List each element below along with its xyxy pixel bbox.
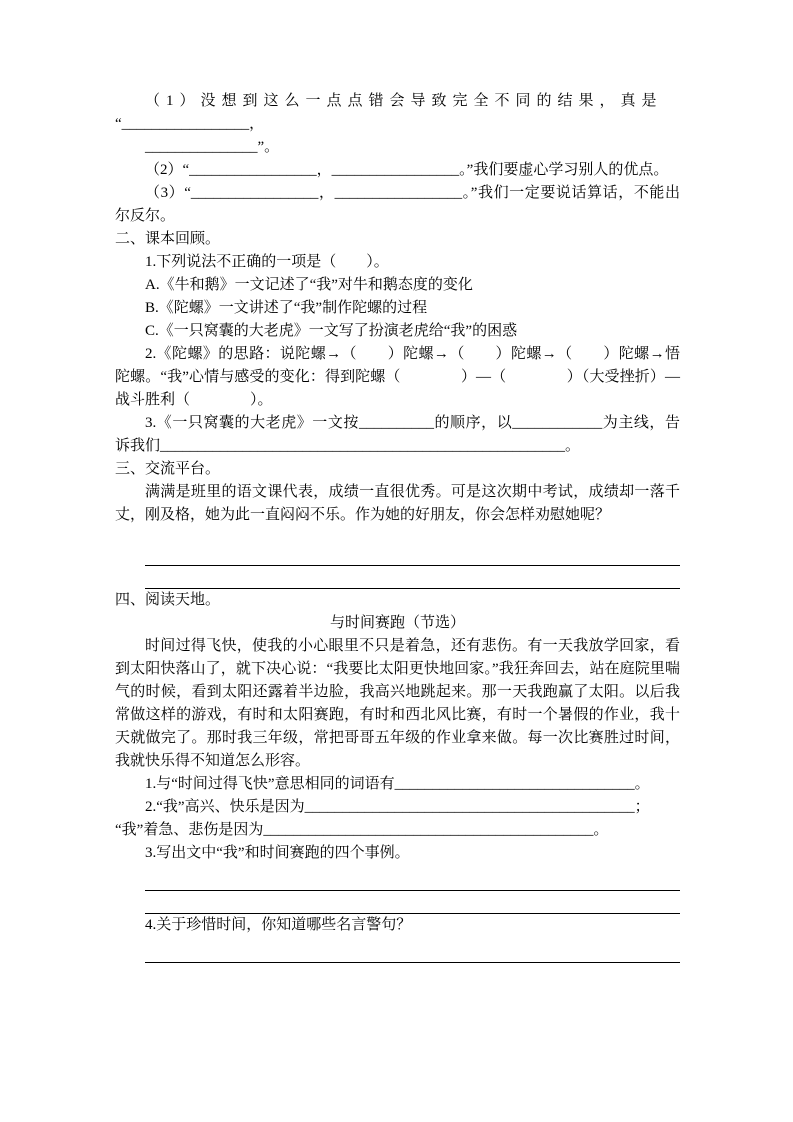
section-2-q1-option-b: B.《陀螺》一文讲述了“我”制作陀螺的过程 bbox=[145, 300, 428, 316]
section-2-q3: 3.《一只窝囊的大老虎》一文按__________的顺序，以____________为主线，告诉我们______________________________________________________。 bbox=[115, 415, 680, 454]
fill-item-3: （3）“_________________，_________________。”我们一定要说话算话，不能出尔反尔。 bbox=[115, 185, 680, 224]
section-3-heading: 三、交流平台。 bbox=[115, 461, 221, 477]
answer-line bbox=[145, 940, 680, 963]
section-2-q2: 2.《陀螺》的思路：说陀螺→（ ）陀螺→（ ）陀螺→（ ）陀螺→悟陀螺。“我”心情与感受的变化：得到陀螺（ ）—（ ）（大受挫折）—战斗胜利（ ）。 bbox=[115, 346, 680, 408]
answer-line bbox=[145, 891, 680, 914]
section-4-q3: 3.写出文中“我”和时间赛跑的四个事例。 bbox=[145, 845, 410, 861]
section-2-heading: 二、课本回顾。 bbox=[115, 231, 221, 247]
answer-line bbox=[145, 868, 680, 891]
section-2-q1: 1.下列说法不正确的一项是（ ）。 bbox=[145, 254, 389, 270]
section-4-heading: 四、阅读天地。 bbox=[115, 592, 221, 608]
section-4-q1: 1.与“时间过得飞快”意思相同的词语有________________________________。 bbox=[145, 776, 650, 792]
section-4-q2-line-2: “我”着急、悲伤是因为____________________________________________。 bbox=[115, 822, 609, 838]
fill-item-2: （2）“_________________，_________________。”我们要虚心学习别人的优点。 bbox=[145, 162, 669, 178]
fill-item-1-line-3: _______________”。 bbox=[145, 139, 280, 155]
fill-item-1-line-1: （1）没想到这么一点点错会导致完全不同的结果，真是 bbox=[145, 93, 663, 109]
fill-item-1-line-2: “_________________， bbox=[115, 116, 265, 132]
section-3-prompt: 满满是班里的语文课代表，成绩一直很优秀。可是这次期中考试，成绩却一落千丈，刚及格，她为此一直闷闷不乐。作为她的好朋友，你会怎样劝慰她呢？ bbox=[115, 484, 680, 523]
answer-line bbox=[145, 566, 680, 589]
section-4-q4: 4.关于珍惜时间，你知道哪些名言警句？ bbox=[145, 917, 412, 933]
section-4-q2-line-1: 2.“我”高兴、快乐是因为____________________________________________； bbox=[145, 799, 650, 815]
section-2-q1-option-c: C.《一只窝囊的大老虎》一文写了扮演老虎给“我”的困惑 bbox=[145, 323, 518, 339]
answer-line bbox=[145, 543, 680, 566]
section-2-q1-option-a: A.《牛和鹅》一文记述了“我”对牛和鹅态度的变化 bbox=[145, 277, 473, 293]
passage-text: 时间过得飞快，使我的小心眼里不只是着急，还有悲伤。有一天我放学回家，看到太阳快落山了，就下决心说：“我要比太阳更快地回家。”我狂奔回去，站在庭院里喘气的时候，看到太阳还露着半边脸，我高兴地跳起来。那一天我跑赢了太阳。以后我常做这样的游戏，有时和太阳赛跑，有时和西北风比赛，有时一个暑假的作业，我十天就做完了。那时我三年级，常把哥哥五年级的作业拿来做。每一次比赛胜过时间，我就快乐得不知道怎么形容。 bbox=[115, 638, 680, 769]
passage-title: 与时间赛跑（节选） bbox=[329, 615, 465, 631]
